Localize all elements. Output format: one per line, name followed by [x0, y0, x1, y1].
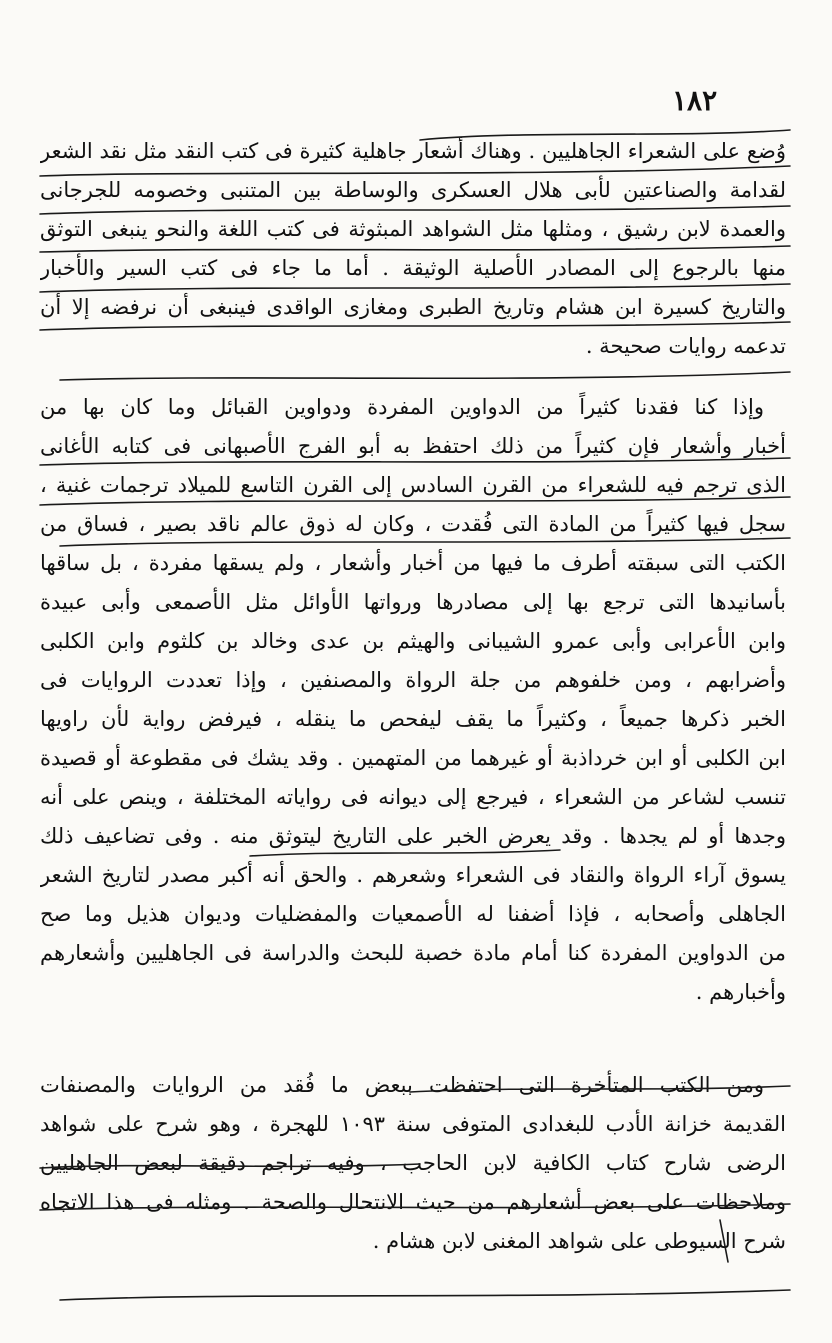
page-number: ١٨٢: [672, 84, 718, 117]
text-line: وإذا كنا فقدنا كثيراً من الدواوين المفردة ودواوين القبائل وما كان بها من: [40, 395, 764, 419]
text-line: القديمة خزانة الأدب للبغدادى المتوفى سنة ١٠٩٣ للهجرة ، وهو شرح على شواهد: [40, 1112, 786, 1136]
text-line: وأخبارهم .: [695, 980, 786, 1004]
text-line: الذى ترجم فيه للشعراء من القرن السادس إلى القرن التاسع للميلاد ترجمات غنية ،: [40, 473, 786, 497]
text-line: منها بالرجوع إلى المصادر الأصلية الوثيقة . أما ما جاء فى كتب السير والأخبار: [40, 256, 786, 280]
text-line: وأضرابهم ، ومن خلفوهم من جلة الرواة والمصنفين ، وإذا تعددت الروايات فى: [40, 668, 786, 692]
text-line: والتاريخ كسيرة ابن هشام وتاريخ الطبرى ومغازى الواقدى فينبغى أن نرفضه إلا أن: [40, 295, 786, 319]
text-line: أخبار وأشعار فإن كثيراً من ذلك احتفظ به أبو الفرج الأصبهانى فى كتابه الأغانى: [40, 434, 786, 458]
underline-mark: [60, 1290, 790, 1300]
text-line: سجل فيها كثيراً من المادة التى فُقدت ، وكان له ذوق عالم ناقد بصير ، فساق من: [40, 512, 786, 536]
text-line: وملاحظات على بعض أشعارهم من حيث الانتحال والصحة . ومثله فى هذا الاتجاه: [40, 1190, 786, 1214]
underline-mark: [60, 372, 790, 380]
text-line: بأسانيدها التى ترجع بها إلى مصادرها ورواتها الأوائل مثل الأصمعى وأبى عبيدة: [40, 590, 786, 614]
text-line: تدعمه روايات صحيحة .: [585, 334, 786, 358]
text-line: من الدواوين المفردة كنا أمام مادة خصبة للبحث والدراسة فى الجاهليين وأشعارهم: [40, 941, 786, 965]
paragraph-2: [40, 388, 786, 1012]
paragraph-3: [40, 1066, 786, 1261]
text-line: وابن الأعرابى وأبى عمرو الشيبانى والهيثم بن عدى وخالد بن كلثوم وابن الكلبى: [40, 629, 786, 653]
text-line: الخبر ذكرها جميعاً ، وكثيراً ما يقف ليفحص ما ينقله ، فيرفض رواية لأن راويها: [40, 707, 786, 731]
text-line: شرح السيوطى على شواهد المغنى لابن هشام .: [372, 1229, 786, 1253]
text-line: يسوق آراء الرواة والنقاد فى الشعراء وشعرهم . والحق أنه أكبر مصدر لتاريخ الشعر: [40, 863, 786, 887]
text-line: والعمدة لابن رشيق ، ومثلها مثل الشواهد المبثوثة فى كتب اللغة والنحو ينبغى التوثق: [40, 217, 786, 241]
text-line: ابن الكلبى أو ابن خرداذبة أو غيرهما من المتهمين . وقد يشك فى مقطوعة أو قصيدة: [40, 746, 786, 770]
text-line: وجدها أو لم يجدها . وقد يعرض الخبر على التاريخ ليتوثق منه . وفى تضاعيف ذلك: [40, 824, 786, 848]
text-line: الكتب التى سبقته أطرف ما فيها من أخبار وأشعار ، ولم يسقها مفردة ، بل ساقها: [40, 551, 786, 575]
text-line: ومن الكتب المتأخرة التى احتفظت ببعض ما فُقد من الروايات والمصنفات: [40, 1073, 764, 1097]
text-line: الرضى شارح كتاب الكافية لابن الحاجب ، وفيه تراجم دقيقة لبعض الجاهليين: [40, 1151, 786, 1175]
text-line: وُضع على الشعراء الجاهليين . وهناك أشعار جاهلية كثيرة فى كتب النقد مثل نقد الشعر: [40, 139, 786, 163]
paragraph-1: [40, 132, 786, 366]
text-line: لقدامة والصناعتين لأبى هلال العسكرى والوساطة بين المتنبى وخصومه للجرجانى: [40, 178, 786, 202]
text-line: تنسب لشاعر من الشعراء ، فيرجع إلى ديوانه فى رواياته المختلفة ، وينص على أنه: [40, 785, 786, 809]
text-line: الجاهلى وأصحابه ، فإذا أضفنا له الأصمعيات والمفضليات وديوان هذيل وما صح: [40, 902, 786, 926]
